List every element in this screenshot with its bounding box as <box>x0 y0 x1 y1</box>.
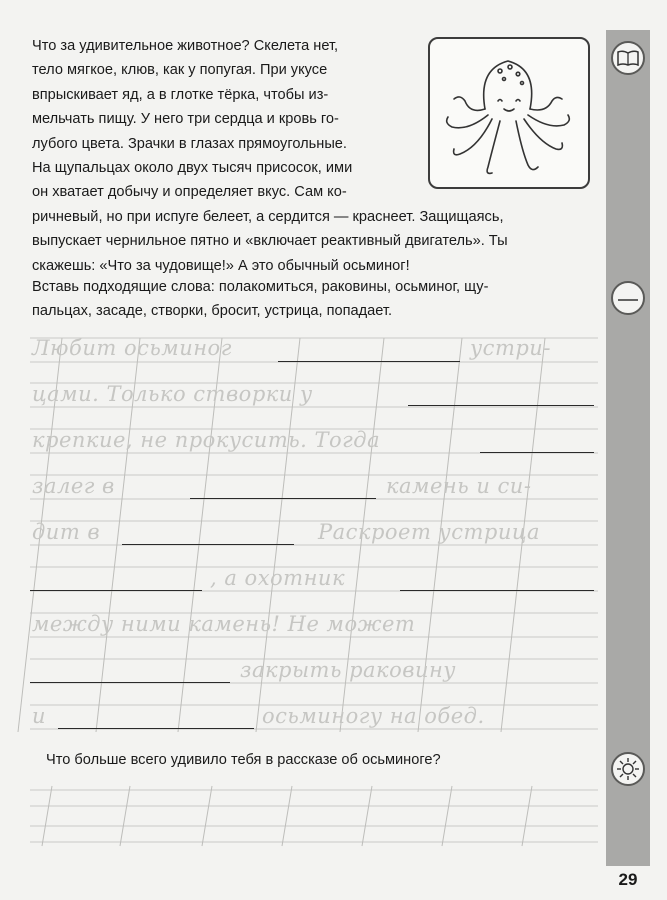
book-icon <box>611 41 645 75</box>
script-text: между ними камень! Не может <box>32 612 416 636</box>
script-text: закрыть раковину <box>240 658 456 682</box>
answer-blank[interactable] <box>58 728 254 729</box>
story-line: скажешь: «Что за чудовище!» А это обычный осьминог! <box>32 257 410 274</box>
task-line: пальцах, засаде, створки, бросит, устрица, попадает. <box>32 303 393 320</box>
script-text: Любит осьминог <box>32 336 232 360</box>
question-prompt: Что больше всего удивило тебя в рассказе об осьминоге? <box>46 752 441 768</box>
script-text: залег в <box>32 474 115 498</box>
task-line: Вставь подходящие слова: полакомиться, раковины, осьминог, щу- <box>32 279 489 295</box>
script-text: крепкие, не прокусить. Тогда <box>32 428 381 452</box>
story-line: он хватает добычу и определяет вкус. Сам ко- <box>32 184 347 201</box>
script-text: Раскроет устрица <box>318 520 541 544</box>
answer-blank[interactable] <box>400 590 594 591</box>
answer-blank[interactable] <box>480 452 594 453</box>
answer-blank[interactable] <box>408 405 594 406</box>
script-text: цами. Только створки у <box>32 382 313 406</box>
story-line: Что за удивительное животное? Скелета нет, <box>32 38 339 54</box>
story-line: мельчать пищу. У него три сердца и кровь го- <box>32 111 339 128</box>
story-line: лубого цвета. Зрачки в глазах прямоугольные. <box>32 135 347 152</box>
answer-blank[interactable] <box>30 682 230 683</box>
script-text: дит в <box>32 520 101 544</box>
script-text: устри- <box>470 336 551 360</box>
answer-blank[interactable] <box>30 590 202 591</box>
sun-icon <box>611 752 645 786</box>
margin-strip <box>606 30 650 870</box>
script-text: и <box>32 704 47 728</box>
script-text: , а охотник <box>210 566 345 590</box>
script-text: камень и си- <box>386 474 532 498</box>
story-line: тело мягкое, клюв, как у попугая. При укусе <box>32 62 328 79</box>
story-line: На щупальцах около двух тысяч присосок, ими <box>32 160 353 177</box>
answer-blank[interactable] <box>122 544 294 545</box>
script-text: осьминогу на обед. <box>262 704 485 728</box>
answer-blank[interactable] <box>190 498 376 499</box>
story-line: ричневый, но при испуге белеет, а сердится — краснеет. Защищаясь, <box>32 208 504 225</box>
answer-blank[interactable] <box>278 361 460 362</box>
line-icon <box>611 281 645 315</box>
page-number: 29 <box>606 866 650 894</box>
story-line: выпускает чернильное пятно и «включает реактивный двигатель». Ты <box>32 233 508 250</box>
story-line: впрыскивает яд, а в глотке тёрка, чтобы из- <box>32 86 329 103</box>
